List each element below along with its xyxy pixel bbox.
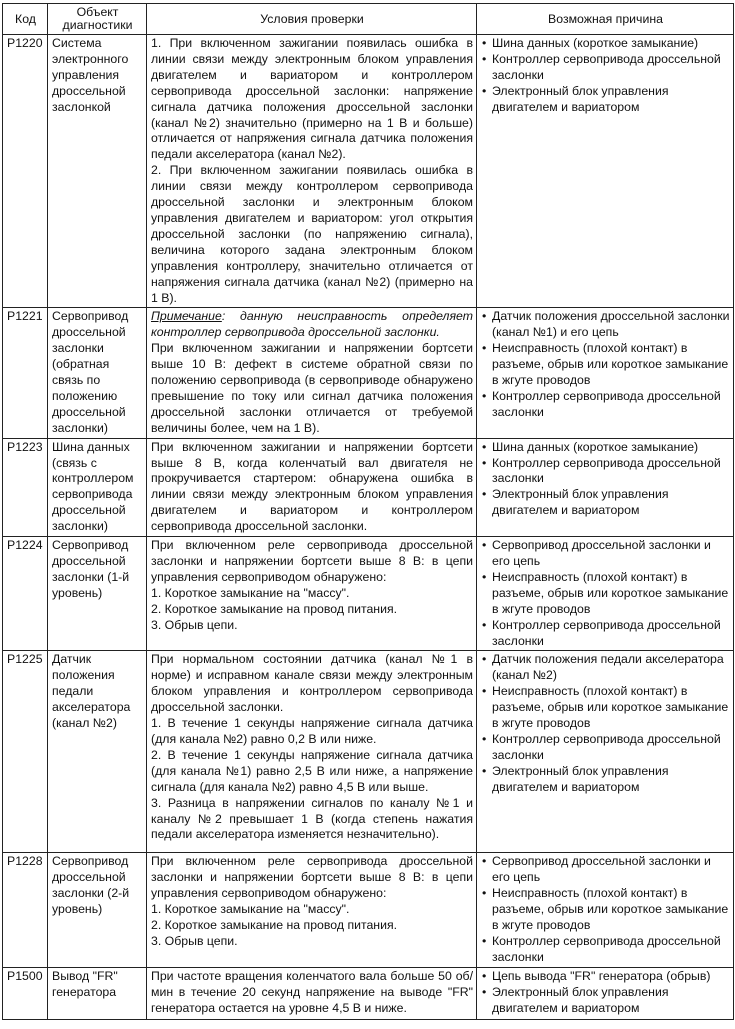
cause-item: • Контроллер сервопривода дроссельной заслонки — [481, 389, 730, 421]
cause-item: • Сервопривод дроссельной заслонки и его цепь — [481, 538, 730, 570]
condition-paragraph: При включенном зажигании и напряжении бортсети выше 10 В: дефект в системе обратной связи по положению сервопривода (в сервоприводе обнаружено превышение по току или сигнал датчика положения дроссельной заслонки отличается от требуемой величины более, чем на 1 В). — [151, 341, 473, 435]
possible-causes — [477, 651, 734, 853]
cause-item: • Датчик положения педали акселератора (канал №2) — [481, 652, 730, 684]
condition-paragraph: 2. Короткое замыкание на провод питания. — [151, 601, 398, 616]
condition-paragraph: При включенном зажигании и напряжении бортсети выше 8 В, когда коленчатый вал двигателя не прокручивается стартером: обнаружена ошибка в линии связи между электронным блоком управления двигателем и вариатором и контроллером сервопривода дроссельной заслонки. — [151, 439, 473, 534]
condition-paragraph: При частоте вращения коленчатого вала больше 50 об/мин в течение 20 секунд напряжение на выводе "FR" генератора остается на уровне 4,5 В и ниже. — [151, 968, 473, 1015]
cause-item: • Контроллер сервопривода дроссельной заслонки — [481, 456, 730, 488]
diagnostic-object: Сервопривод дроссельной заслонки (1-й уровень) — [48, 537, 147, 651]
diagnostic-object: Шина данных (связь с контроллером сервопривода дроссельной заслонки) — [48, 438, 147, 536]
condition-paragraph: 1. В течение 1 секунды напряжение сигнала датчика (для канала №2) равно 0,2 В или ниже. — [151, 716, 473, 746]
cause-item: • Неисправность (плохой контакт) в разъеме, обрыв или короткое замыкание в жгуте проводов — [481, 570, 730, 618]
table-row — [3, 438, 734, 536]
note-paragraph — [151, 309, 473, 341]
note-label: Примечание — [151, 309, 222, 324]
table-row — [3, 967, 734, 1019]
condition-paragraph: 3. Разница в напряжении сигналов по каналу №1 и каналу №2 превышает 1 В (когда степень нажатия педали акселератора изменяется незначительно). — [151, 795, 473, 842]
cause-item: • Сервопривод дроссельной заслонки и его цепь — [481, 854, 730, 886]
check-conditions — [147, 308, 477, 438]
cause-item: • Шина данных (короткое замыкание) — [481, 440, 730, 456]
condition-paragraph: При нормальном состоянии датчика (канал №1 в норме) и исправном канале связи между электронным блоком управления и контроллером сервопривода дроссельной заслонки. — [151, 652, 473, 715]
cause-item: • Электронный блок управления двигателем и вариатором — [481, 985, 730, 1017]
possible-causes — [477, 537, 734, 651]
possible-causes — [477, 35, 734, 308]
table-row — [3, 35, 734, 308]
condition-paragraph: 3. Обрыв цепи. — [151, 617, 238, 632]
table-row — [3, 308, 734, 438]
header-causes: Возможная причина — [477, 4, 734, 35]
check-conditions — [147, 853, 477, 967]
condition-paragraph: 2. В течение 1 секунды напряжение сигнала датчика (для канала №1) равно 2,5 В или ниже, а напряжение сигнала (для канала №2) равно 4,5 В или выше. — [151, 747, 473, 794]
condition-paragraph: При включенном реле сервопривода дроссельной заслонки и напряжении бортсети выше 8 В: в цепи управления сервоприводом обнаружено: — [151, 538, 473, 584]
cause-item: • Контроллер сервопривода дроссельной заслонки — [481, 934, 730, 966]
diagnostic-object: Сервопривод дроссельной заслонки (обратная связь по положению дроссельной заслонки) — [48, 308, 147, 438]
condition-paragraph: 2. Короткое замыкание на провод питания. — [151, 918, 398, 933]
diagnostic-object: Датчик положения педали акселератора (канал №2) — [48, 651, 147, 853]
possible-causes — [477, 438, 734, 536]
condition-paragraph: 1. При включенном зажигании появилась ошибка в линии связи между электронным блоком управления двигателем и вариатором и контроллером сервопривода дроссельной заслонки: напряжение сигнала датчика положения дроссельной заслонки (канал №2) значительно (примерно на 1 В и больше) отличается от напряжения сигнала датчика положения педали акселератора (канал №2). — [151, 36, 473, 162]
check-conditions — [147, 35, 477, 308]
diagnostic-object: Система электронного управления дроссельной заслонкой — [48, 35, 147, 308]
table-row — [3, 537, 734, 651]
cause-item: • Контроллер сервопривода дроссельной заслонки — [481, 52, 730, 84]
cause-item: • Контроллер сервопривода дроссельной заслонки — [481, 618, 730, 650]
table-row — [3, 651, 734, 853]
table-row — [3, 853, 734, 967]
check-conditions — [147, 537, 477, 651]
check-conditions — [147, 438, 477, 536]
table-header-row — [3, 4, 734, 35]
diagnostic-table — [2, 3, 734, 1020]
cause-item: • Датчик положения дроссельной заслонки (канал №1) и его цепь — [481, 309, 730, 341]
cause-item: • Неисправность (плохой контакт) в разъеме, обрыв или короткое замыкание в жгуте проводов — [481, 341, 730, 389]
condition-paragraph: 2. При включенном зажигании появилась ошибка в линии связи между контроллером сервопривода дроссельной заслонки и электронным блоком управления двигателем и вариатором: угол открытия дроссельной заслонки (по напряжению сигнала), величина которого задана электронным блоком управления контроллеру, значительно отличается от напряжения сигнала датчика (канал №2) (примерно на 1 В). — [151, 163, 473, 305]
cause-item: • Неисправность (плохой контакт) в разъеме, обрыв или короткое замыкание в жгуте проводов — [481, 684, 730, 732]
check-conditions — [147, 651, 477, 853]
cause-item: • Контроллер сервопривода дроссельной заслонки — [481, 732, 730, 764]
cause-item: • Электронный блок управления двигателем и вариатором — [481, 84, 730, 116]
fault-code: P1225 — [3, 651, 48, 853]
cause-item: • Электронный блок управления двигателем и вариатором — [481, 764, 730, 796]
possible-causes — [477, 853, 734, 967]
cause-item: • Электронный блок управления двигателем и вариатором — [481, 487, 730, 519]
diagnostic-object: Сервопривод дроссельной заслонки (2-й уровень) — [48, 853, 147, 967]
diagnostic-object: Вывод "FR" генератора — [48, 967, 147, 1019]
header-conditions: Условия проверки — [147, 4, 477, 35]
header-object: Объект диагностики — [48, 4, 147, 35]
fault-code: P1223 — [3, 438, 48, 536]
condition-paragraph: 3. Обрыв цепи. — [151, 933, 238, 948]
cause-item: • Цепь вывода "FR" генератора (обрыв) — [481, 969, 730, 985]
possible-causes — [477, 308, 734, 438]
condition-paragraph: При включенном реле сервопривода дроссельной заслонки и напряжении бортсети выше 8 В: в цепи управления сервоприводом обнаружено: — [151, 854, 473, 901]
fault-code: P1221 — [3, 308, 48, 438]
header-code: Код — [3, 4, 48, 35]
cause-item: • Шина данных (короткое замыкание) — [481, 36, 730, 52]
possible-causes — [477, 967, 734, 1019]
condition-paragraph: 1. Короткое замыкание на "массу". — [151, 585, 350, 600]
check-conditions — [147, 967, 477, 1019]
fault-code: P1500 — [3, 967, 48, 1019]
fault-code: P1224 — [3, 537, 48, 651]
cause-item: • Неисправность (плохой контакт) в разъеме, обрыв или короткое замыкание в жгуте проводов — [481, 886, 730, 934]
fault-code: P1228 — [3, 853, 48, 967]
note-text: : данную неисправность определяет контроллер сервопривода дроссельной заслонки. — [151, 309, 473, 340]
condition-paragraph: 1. Короткое замыкание на "массу". — [151, 902, 350, 917]
fault-code: P1220 — [3, 35, 48, 308]
